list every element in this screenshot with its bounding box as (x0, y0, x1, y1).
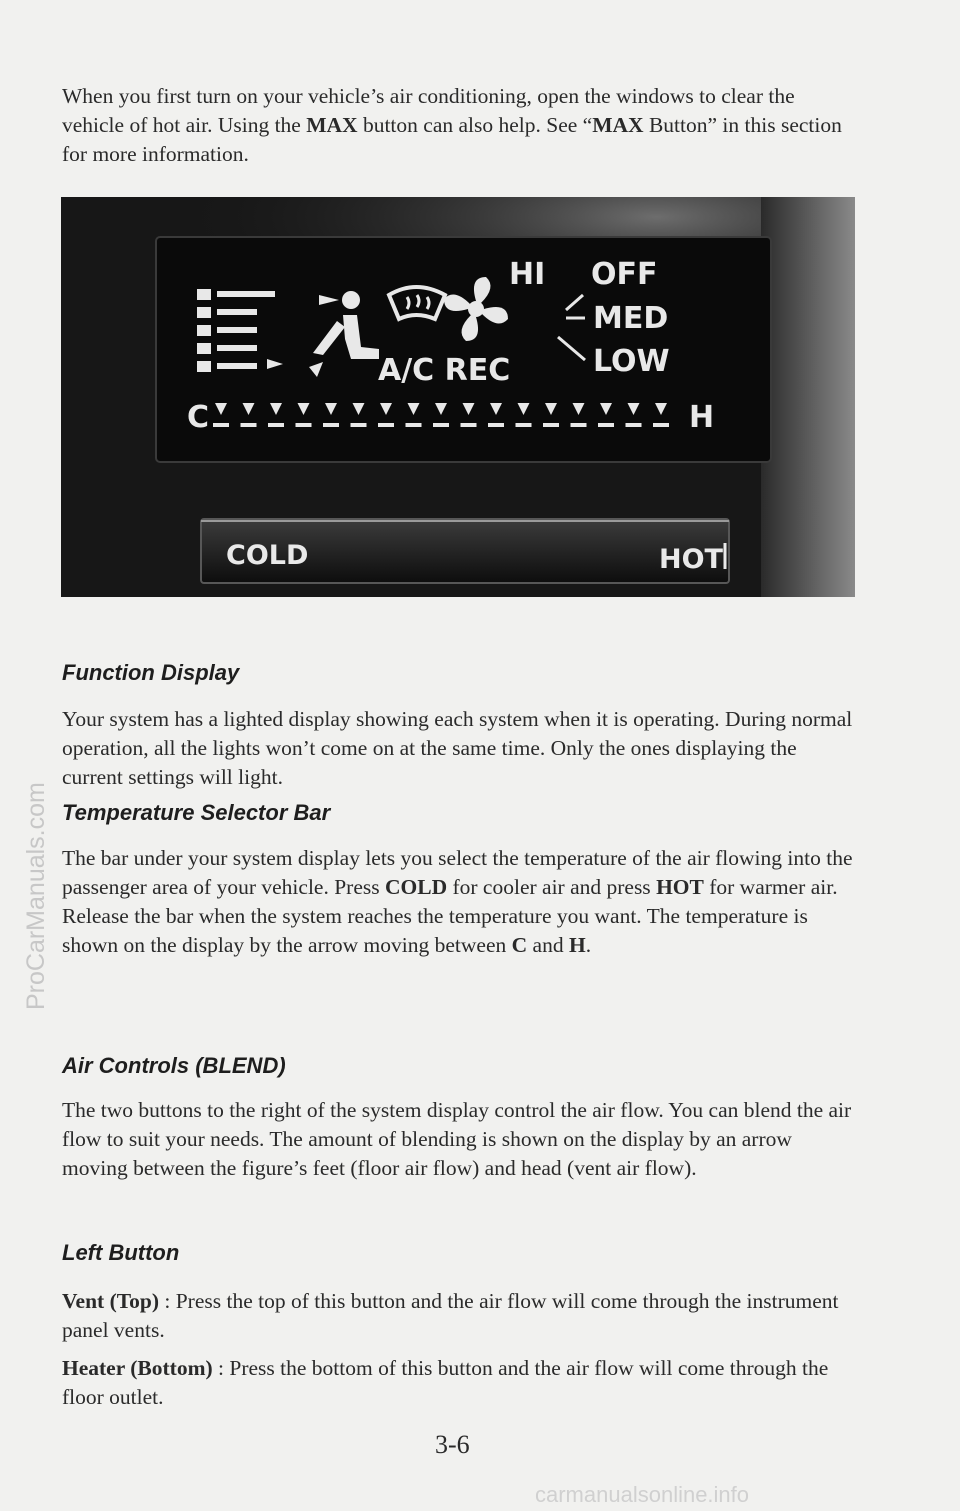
intro-paragraph (62, 82, 862, 169)
temp-dash-segment (543, 423, 559, 427)
temp-h-label: H (689, 400, 715, 435)
temp-dash-segment (653, 423, 669, 427)
temp-dash-segment (378, 423, 394, 427)
body-text: . (585, 933, 592, 957)
temp-dash-segment (488, 423, 504, 427)
fan-med-label: MED (593, 301, 669, 336)
temp-dash-segment (598, 423, 614, 427)
temp-dash-segment (268, 423, 284, 427)
function-display-body: Your system has a lighted display showing each system when it is operating. During normal operation, all the lights won’t come on at the same time. Only the ones displaying the current settings will light. (62, 707, 853, 789)
hot-term: HOT (656, 875, 704, 899)
air-controls-body: The two buttons to the right of the system display control the air flow. You can blend the air flow to suit your needs. The amount of blending is shown on the display by an arrow moving between the figure’s feet (floor air flow) and head (vent air flow). (62, 1098, 852, 1180)
heater-bottom-term: Heater (Bottom) (62, 1356, 213, 1380)
side-watermark: ProCarManuals.com (22, 782, 50, 1010)
temp-dash-segment (406, 423, 422, 427)
body-text: : Press the bottom of this button and the air flow will come through the floor outlet. (62, 1356, 829, 1409)
body-text: for warmer air. Release the bar when the system reaches the temperature you want. The temperature is shown on the display by the arrow moving between (62, 875, 838, 957)
temp-dash-segment (241, 423, 257, 427)
page-number: 3-6 (435, 1430, 470, 1459)
climate-control-photo (61, 197, 855, 597)
temp-c-label: C (187, 400, 210, 435)
h-term: H (568, 933, 586, 957)
footer-watermark: carmanualsonline.info (535, 1482, 750, 1507)
body-text: and (527, 933, 569, 957)
fan-off-label: OFF (591, 257, 658, 292)
vent-top-term: Vent (Top) (62, 1289, 159, 1313)
body-text: : Press the top of this button and the air flow will come through the instrument panel vents. (62, 1289, 839, 1342)
temperature-bar-body (62, 844, 862, 960)
heater-bottom-paragraph (62, 1354, 862, 1412)
temp-dash-segment (626, 423, 642, 427)
body-text: for cooler air and press (447, 875, 657, 899)
left-button-heading: Left Button (62, 1240, 180, 1265)
c-term: C (511, 933, 528, 957)
hot-button-label: HOT (659, 544, 723, 575)
temp-dash-segment (571, 423, 587, 427)
intro-text: button can also help. See “ (357, 113, 593, 137)
fan-hi-label: HI (509, 257, 546, 292)
cold-button-label: COLD (226, 540, 309, 571)
cold-term: COLD (384, 875, 448, 899)
temp-dash-segment (516, 423, 532, 427)
temp-dash-segment (213, 423, 229, 427)
fan-low-label: LOW (593, 344, 670, 379)
max-term: MAX (592, 113, 644, 137)
temp-dash-segment (323, 423, 339, 427)
intro-text: Button” in this section for more information. (62, 113, 842, 166)
temp-dash-segment (433, 423, 449, 427)
air-controls-heading: Air Controls (BLEND) (62, 1053, 286, 1078)
temp-dash-segment (351, 423, 367, 427)
body-text: The bar under your system display lets you select the temperature of the air flowing into the passenger area of your vehicle. Press (62, 846, 853, 899)
temperature-bar-heading: Temperature Selector Bar (62, 800, 331, 825)
temp-dash-segment (296, 423, 312, 427)
function-display-heading: Function Display (62, 660, 240, 685)
vent-top-paragraph (62, 1287, 862, 1345)
intro-text: When you first turn on your vehicle’s air conditioning, open the windows to clear the vehicle of hot air. Using the (62, 84, 795, 137)
max-term: MAX (306, 113, 358, 137)
temp-dash-segment (461, 423, 477, 427)
ac-rec-label: A/C REC (378, 353, 511, 388)
